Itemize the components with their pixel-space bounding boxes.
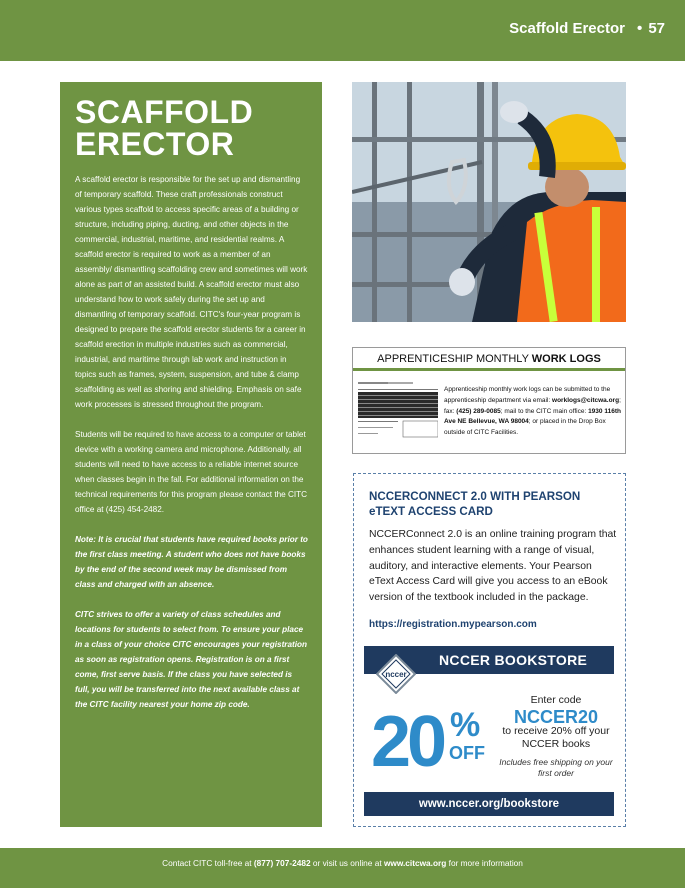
page-footer: Contact CITC toll-free at (877) 707-2482 or visit us online at www.citcwa.org for more information (0, 848, 685, 888)
pearson-registration-link[interactable]: https://registration.mypearson.com (369, 619, 537, 630)
article-title: SCAFFOLD ERECTOR (75, 94, 254, 162)
work-logs-email[interactable]: worklogs@citcwa.org (552, 396, 620, 404)
nccer-bookstore-link[interactable]: www.nccer.org/bookstore (364, 792, 614, 816)
page-number: • 57 (637, 20, 665, 37)
article-body (75, 172, 308, 712)
article-panel (60, 82, 322, 827)
work-logs-fax: (425) 289-0085 (456, 407, 501, 415)
free-shipping-note: Includes free shipping on your first order (499, 757, 613, 778)
section-title: Scaffold Erector (509, 20, 625, 37)
citc-phone: (877) 707-2482 (253, 858, 311, 868)
nccer-connect-description: NCCERConnect 2.0 is an online training program that enhances student learning with a range of visual, auditory, and interactive elements. Your Pearson eText Access Card will give you access to an eBook version of the textbook included in the package. (369, 529, 617, 604)
work-logs-box (352, 347, 626, 454)
work-logs-heading: APPRENTICESHIP MONTHLY WORK LOGS (353, 348, 625, 371)
promo-code: NCCER20 (513, 707, 599, 727)
article-paragraph-requirements: Students will be required to have access to a computer or tablet device with a working camera and microphone. Additionally, all students will need to have access to a reliable internet source when classes begin in the fall. For additional information on the technical requirements for this program please contact the CITC office at (425) 454-2482. (75, 430, 308, 514)
nccer-connect-title: NCCERCONNECT 2.0 WITH PEARSON eTEXT ACCESS CARD (369, 490, 581, 518)
page-header (0, 0, 685, 61)
promo-code-description: to receive 20% off your NCCER books (502, 725, 610, 750)
citc-address: 1930 116th Ave NE Bellevue, WA 98004 (444, 407, 621, 426)
nccer-logo-icon (376, 654, 416, 694)
nccer-bookstore-title: NCCER BOOKSTORE (439, 652, 588, 668)
nccer-logo-text: nccer (385, 670, 407, 679)
article-paragraph-intro: A scaffold erector is responsible for the set up and dismantling of temporary scaffold. These craft professionals construct various types scaffold to access specific areas of a building or structure, including piping, ducting, and other objects in the commercial, industrial, maritime, and residential realms. A scaffold erector is required to work as a member of an assembly/ dismantling scaffolding crew and sometimes will work alone as part of an assisted build. A scaffold erector must also understand how to work safely during the set up and dismantling of temporary scaffold. CITC's four-year program is designed to prepare the scaffold erector students for a career in scaffold erection in multiple industries such as commercial, industrial, and maritime through lab work and instruction in topics such as frames, system, suspension, and tube & clamp scaffolding as well as shoring and shielding. Emphasis on safe work processes is stressed throughout the program. (75, 175, 308, 409)
work-logs-instructions: Apprenticeship monthly work logs can be submitted to the apprenticeship department via email: worklogs@citcwa.org; fax: (425) 289-0085; mail to the CITC main office: 1930 116th Ave NE Bellevue, WA 98004; or placed in the Drop Box outside of CITC Facilities. (444, 386, 621, 437)
nccer-coupon-box (353, 473, 626, 827)
discount-percent-sign: % (450, 706, 481, 744)
citc-website-link[interactable]: www.citcwa.org (383, 858, 447, 868)
article-note: Note: It is crucial that students have required books prior to the first class meeting. A student who does not have books by the end of the second week may be dismissed from class and charged with an absence. (75, 535, 308, 589)
promo-code-intro: Enter code (530, 694, 582, 706)
scaffold-worker-photo (352, 82, 626, 322)
article-schedule-note: CITC strives to offer a variety of class schedules and locations for students to select from. To ensure your place in a class of your choice CITC encourages your registration as soon as registration opens. Registration is on a first come, first serve basis. If the class you have selected is full, you will be transferred into the next available class at the CITC facility nearest your home zip code. (75, 610, 308, 709)
discount-off-label: OFF (449, 743, 485, 763)
discount-number: 20 (371, 702, 444, 782)
work-log-form-thumbnail (358, 381, 438, 443)
